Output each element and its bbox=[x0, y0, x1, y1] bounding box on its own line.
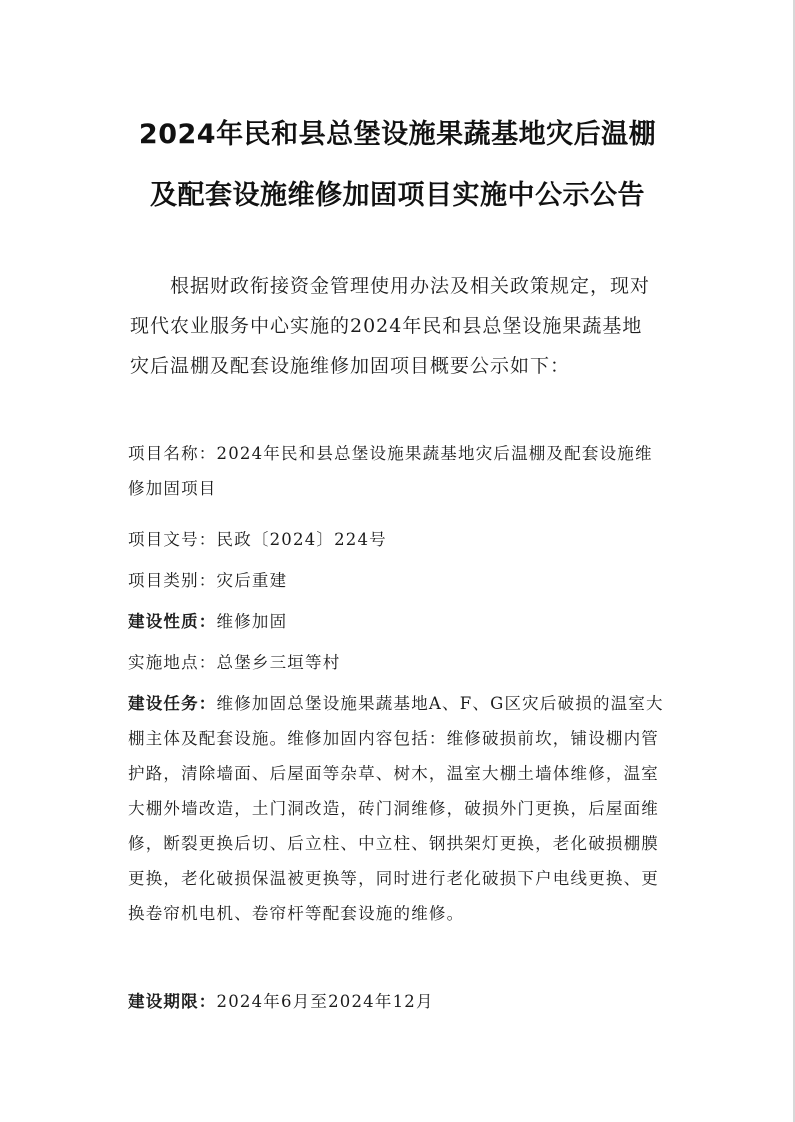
location-field bbox=[128, 649, 688, 673]
category-label: 项目类别： bbox=[128, 571, 217, 590]
task-value-line: 更换，老化破损保温被更换等，同时进行老化破损下户电线更换、更 bbox=[128, 869, 659, 888]
period-value: 2024年6月至2024年12月 bbox=[216, 992, 434, 1011]
category-value: 灾后重建 bbox=[216, 571, 288, 590]
nature-value: 维修加固 bbox=[216, 612, 288, 631]
location-label: 实施地点： bbox=[128, 653, 217, 672]
nature-field bbox=[128, 608, 688, 632]
intro-line: 灾后温棚及配套设施维修加固项目概要公示如下： bbox=[130, 355, 571, 377]
doc-number-label: 项目文号： bbox=[128, 530, 217, 549]
document-title-line-2: 及配套设施维修加固项目实施中公示公告 bbox=[150, 180, 645, 211]
task-value-line-1: 维修加固总堡设施果蔬基地A、F、G区灾后破损的温室大 bbox=[216, 694, 664, 713]
task-value-line: 修，断裂更换后切、后立柱、中立柱、钢拱架灯更换，老化破损棚膜 bbox=[128, 834, 659, 853]
project-name-value-line-1: 2024年民和县总堡设施果蔬基地灾后温棚及配套设施维 bbox=[216, 444, 653, 463]
intro-line: 现代农业服务中心实施的2024年民和县总堡设施果蔬基地 bbox=[130, 315, 643, 337]
task-value-line: 大棚外墙改造，土门洞改造，砖门洞维修，破损外门更换，后屋面维 bbox=[128, 799, 659, 818]
task-label: 建设任务： bbox=[128, 694, 217, 713]
intro-paragraph bbox=[130, 266, 690, 386]
period-label: 建设期限： bbox=[128, 992, 217, 1011]
period-field bbox=[128, 988, 688, 1012]
task-value-line: 护路，清除墙面、后屋面等杂草、树木，温室大棚土墙体维修，温室 bbox=[128, 764, 659, 783]
document-title-line-1: 2024年民和县总堡设施果蔬基地灾后温棚 bbox=[138, 119, 657, 150]
location-value: 总堡乡三垣等村 bbox=[216, 653, 341, 672]
nature-label: 建设性质： bbox=[128, 612, 217, 631]
intro-line: 根据财政衔接资金管理使用办法及相关政策规定，现对 bbox=[170, 275, 651, 297]
project-name-label: 项目名称： bbox=[128, 444, 217, 463]
task-field bbox=[128, 686, 688, 931]
doc-number-field bbox=[128, 526, 688, 550]
category-field bbox=[128, 567, 688, 591]
project-name-value-line-2: 修加固项目 bbox=[128, 479, 217, 498]
doc-number-value: 民政〔2024〕224号 bbox=[216, 530, 387, 549]
task-value-line: 棚主体及配套设施。维修加固内容包括：维修破损前坎，铺设棚内管 bbox=[128, 729, 659, 748]
project-name-field bbox=[128, 436, 688, 506]
task-value-line: 换卷帘机电机、卷帘杆等配套设施的维修。 bbox=[128, 904, 465, 923]
